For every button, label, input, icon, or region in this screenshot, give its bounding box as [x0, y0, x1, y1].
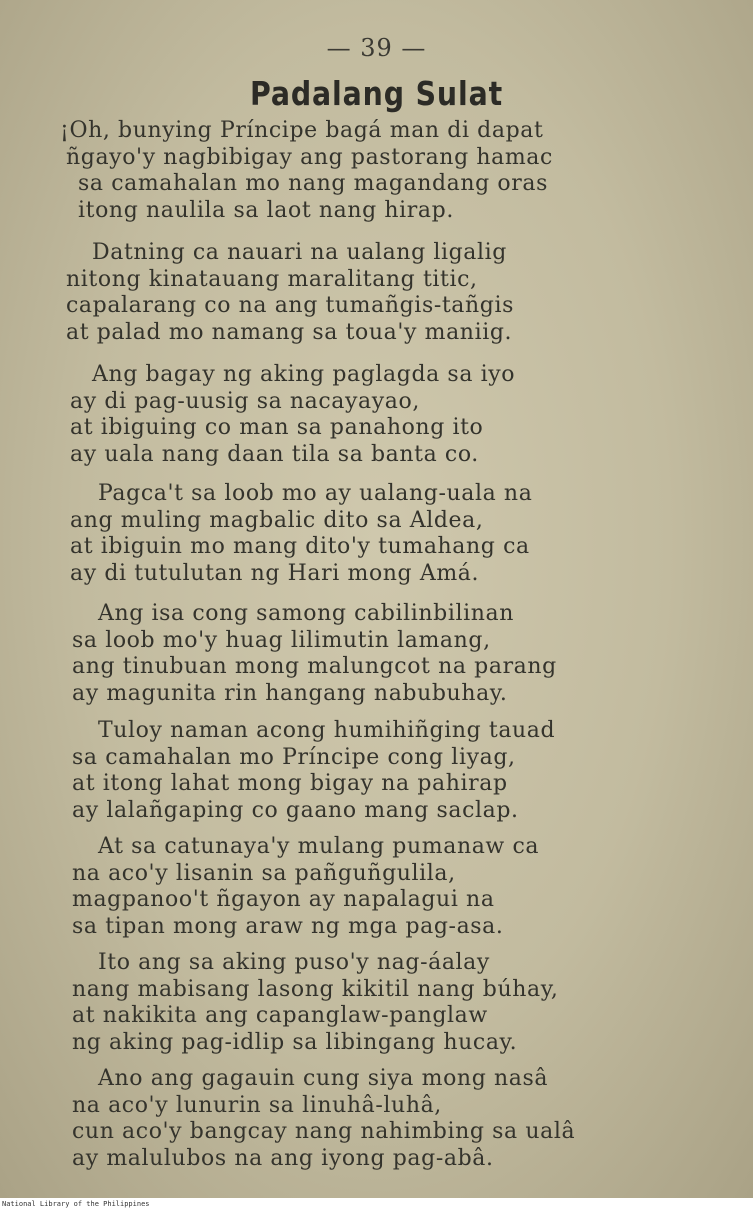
- poem-line: Ito ang sa aking puso'y nag-áalay: [98, 950, 490, 975]
- poem-line: ¡Oh, bunying Príncipe bagá man di dapat: [60, 118, 544, 143]
- poem-line: Ano ang gagauin cung siya mong nasâ: [98, 1066, 549, 1091]
- poem-line: ay uala nang daan tila sa banta co.: [70, 441, 479, 467]
- poem-line: ay lalañgaping co gaano mang saclap.: [72, 797, 519, 823]
- poem-line: ay di tutulutan ng Hari mong Amá.: [70, 560, 480, 586]
- poem-line: at palad mo namang sa toua'y maniig.: [66, 319, 513, 345]
- page-number: — 39 —: [326, 34, 427, 62]
- poem-line: ay malulubos na ang iyong pag-abâ.: [72, 1145, 494, 1171]
- poem-line: na aco'y lunurin sa linuhâ-luhâ,: [72, 1092, 442, 1118]
- poem-line: at itong lahat mong bigay na pahirap: [72, 771, 508, 796]
- poem-line: sa tipan mong araw ng mga pag-asa.: [72, 913, 504, 939]
- poem-line: ang tinubuan mong malungcot na parang: [72, 654, 557, 679]
- library-credit: National Library of the Philippines: [2, 1200, 150, 1208]
- poem-line: Tuloy naman acong humihiñging tauad: [98, 718, 556, 743]
- poem-line: ay di pag-uusig sa nacayayao,: [70, 388, 420, 414]
- poem-line: sa camahalan mo Príncipe cong liyag,: [72, 744, 516, 770]
- poem-line: Ang isa cong samong cabilinbilinan: [98, 601, 514, 626]
- poem-line: ng aking pag-idlip sa libingang hucay.: [72, 1029, 518, 1055]
- poem-line: ay magunita rin hangang nabubuhay.: [72, 680, 508, 706]
- poem-line: at ibiguin mo mang dito'y tumahang ca: [70, 534, 530, 559]
- poem-line: itong naulila sa laot nang hirap.: [78, 197, 454, 223]
- poem-line: Ang bagay ng aking paglagda sa iyo: [92, 362, 516, 387]
- poem-line: ang muling magbalic dito sa Aldea,: [70, 507, 484, 533]
- poem-line: at nakikita ang capanglaw-panglaw: [72, 1003, 488, 1028]
- poem-line: ñgayo'y nagbibigay ang pastorang hamac: [66, 144, 553, 170]
- poem-line: cun aco'y bangcay nang nahimbing sa ualâ: [72, 1119, 576, 1144]
- poem-line: na aco'y lisanin sa pañguñgulila,: [72, 860, 456, 886]
- poem-line: nitong kinatauang maralitang titic,: [66, 266, 478, 292]
- poem-line: sa camahalan mo nang magandang oras: [78, 171, 549, 196]
- poem-line: At sa catunaya'y mulang pumanaw ca: [98, 834, 540, 859]
- poem-line: capalarang co na ang tumañgis-tañgis: [66, 293, 515, 318]
- poem-line: at ibiguing co man sa panahong ito: [70, 415, 484, 440]
- poem-line: nang mabisang lasong kikitil nang búhay,: [72, 976, 559, 1002]
- poem-line: sa loob mo'y huag lilimutin lamang,: [72, 627, 491, 653]
- poem-line: Datning ca nauari na ualang ligalig: [92, 240, 507, 265]
- poem-line: Pagca't sa loob mo ay ualang-uala na: [98, 481, 533, 506]
- poem-title: Padalang Sulat: [249, 74, 504, 113]
- poem-line: magpanoo't ñgayon ay napalagui na: [72, 887, 495, 912]
